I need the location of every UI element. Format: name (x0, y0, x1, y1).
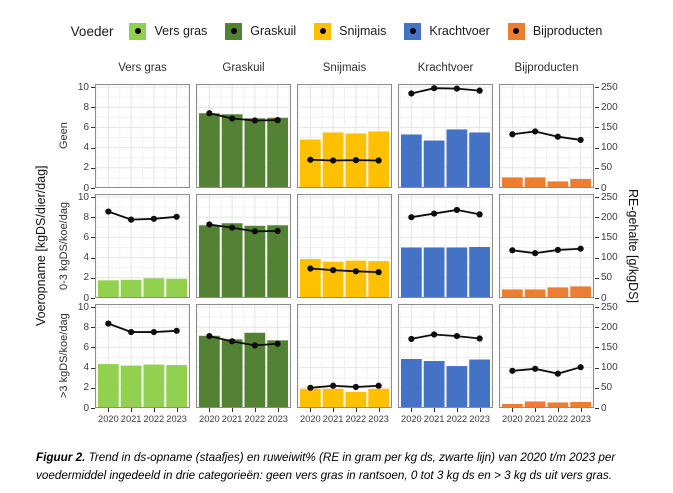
x-tickmark (411, 408, 412, 412)
y-tickmark-left (91, 188, 95, 189)
y-axis-tick-left: 10 (77, 301, 89, 313)
re-point-2023 (578, 364, 584, 370)
facet-panel-0-3-kgds-koe-dag-bijproducten (499, 194, 594, 298)
y-axis-tick-right: 200 (601, 211, 618, 223)
re-point-2021 (532, 128, 538, 134)
y-tickmark-right (595, 127, 599, 128)
bar-krachtvoer-2021 (424, 141, 445, 188)
y-axis-tick-left: 8 (83, 101, 89, 113)
x-tickmark (379, 408, 380, 412)
re-point-2020 (408, 90, 414, 96)
x-tickmark (310, 408, 311, 412)
x-axis-tick: 2022 (547, 414, 569, 424)
bar-krachtvoer-2020 (401, 134, 422, 188)
bar-vers-gras-2020 (98, 364, 119, 408)
y-tickmark-right (595, 188, 599, 189)
facet-panel-0-3-kgds-koe-dag-snijmais (297, 194, 392, 298)
legend-title: Voeder (70, 23, 114, 39)
re-point-2023 (275, 228, 281, 234)
re-point-2021 (431, 85, 437, 91)
bar-krachtvoer-2023 (469, 132, 490, 188)
y-axis-tick-left: 6 (83, 341, 89, 353)
re-point-2022 (151, 216, 157, 222)
re-point-2021 (431, 331, 437, 337)
x-tickmark (209, 408, 210, 412)
y-axis-tick-right: 50 (601, 272, 613, 284)
y-axis-tick-right: 250 (601, 301, 618, 313)
legend-swatch-krachtvoer-icon (404, 23, 421, 40)
facet-row-label-geen: Geen (58, 122, 70, 150)
re-point-2020 (509, 247, 515, 253)
bar-graskuil-2022 (245, 226, 266, 298)
bar-vers-gras-2022 (144, 278, 165, 298)
re-point-2022 (353, 268, 359, 274)
re-point-2020 (206, 110, 212, 116)
bar-krachtvoer-2021 (424, 248, 445, 299)
bar-bijproducten-2023 (570, 286, 591, 298)
re-point-2020 (307, 157, 313, 163)
facet-panel-0-3-kgds-koe-dag-graskuil (196, 194, 291, 298)
y-axis-tick-left: 2 (83, 382, 89, 394)
y-axis-tick-left: 6 (83, 121, 89, 133)
y-axis-tick-right: 200 (601, 321, 618, 333)
x-axis-tick: 2022 (446, 414, 468, 424)
y-axis-tick-left: 0 (83, 402, 89, 414)
y-tickmark-right (595, 327, 599, 328)
y-axis-tick-left: 10 (77, 81, 89, 93)
legend-swatch-snijmais-icon (314, 23, 331, 40)
x-tickmark (108, 408, 109, 412)
legend-label: Bijproducten (532, 24, 603, 38)
bar-krachtvoer-2021 (424, 361, 445, 408)
legend-swatch-graskuil-icon (225, 23, 242, 40)
y-tickmark-right (595, 168, 599, 169)
y-axis-title-left: Voeropname [kgDS/dier/dag] (34, 165, 48, 327)
y-axis-tick-right: 150 (601, 231, 618, 243)
re-point-2021 (229, 225, 235, 231)
y-axis-tick-left: 2 (83, 162, 89, 174)
y-tickmark-right (595, 87, 599, 88)
x-tickmark (333, 408, 334, 412)
legend-item-bijproducten (508, 23, 603, 40)
bar-vers-gras-2022 (144, 365, 165, 408)
bar-snijmais-2020 (300, 389, 321, 408)
re-point-2023 (578, 137, 584, 143)
legend-label: Vers gras (154, 24, 208, 38)
re-point-2023 (275, 341, 281, 347)
re-point-2021 (330, 157, 336, 163)
x-tickmark (535, 408, 536, 412)
re-point-2023 (174, 214, 180, 220)
re-point-2021 (330, 267, 336, 273)
re-point-2023 (376, 269, 382, 275)
bar-graskuil-2020 (199, 113, 220, 188)
bar-graskuil-2022 (245, 118, 266, 188)
bar-snijmais-2020 (300, 140, 321, 188)
facet-row-label-0-3-kgds-koe-dag: 0-3 kgDS/koe/dag (58, 201, 70, 291)
x-tickmark (480, 408, 481, 412)
y-tickmark-right (595, 217, 599, 218)
x-axis-tick: 2022 (143, 414, 165, 424)
y-axis-tick-left: 8 (83, 211, 89, 223)
legend-label: Graskuil (250, 24, 297, 38)
y-axis-tick-left: 4 (83, 362, 89, 374)
y-axis-tick-left: 0 (83, 182, 89, 194)
bar-krachtvoer-2020 (401, 359, 422, 408)
facet-strip-snijmais: Snijmais (322, 62, 367, 74)
facet-panel-0-3-kgds-koe-dag-vers-gras (95, 194, 190, 298)
x-axis-tick: 2023 (267, 414, 288, 424)
legend-swatch-bijproducten-icon (508, 23, 525, 40)
legend-swatch-vers-gras-icon (129, 23, 146, 40)
re-point-2022 (353, 384, 359, 390)
bar-graskuil-2021 (222, 114, 243, 188)
bar-bijproducten-2021 (525, 177, 546, 188)
x-tickmark (356, 408, 357, 412)
re-point-2022 (252, 342, 258, 348)
legend-item-snijmais (314, 23, 386, 40)
x-tickmark (581, 408, 582, 412)
legend-point-icon (231, 28, 237, 34)
y-tickmark-right (595, 298, 599, 299)
bar-graskuil-2023 (267, 225, 288, 298)
y-axis-tick-left: 4 (83, 142, 89, 154)
bar-graskuil-2021 (222, 223, 243, 298)
x-tickmark (434, 408, 435, 412)
bar-vers-gras-2023 (166, 279, 187, 298)
x-axis-tick: 2021 (120, 414, 142, 424)
facet-panel-3-kgds-koe-dag-graskuil (196, 304, 291, 408)
x-axis-tick: 2021 (221, 414, 243, 424)
y-tickmark-right (595, 148, 599, 149)
re-line (310, 160, 378, 161)
re-point-2021 (128, 217, 134, 223)
re-point-2020 (509, 131, 515, 137)
bar-bijproducten-2020 (502, 177, 523, 188)
x-tickmark (457, 408, 458, 412)
x-axis-tick: 2022 (244, 414, 266, 424)
re-point-2021 (128, 329, 134, 335)
facet-panel-geen-snijmais (297, 84, 392, 188)
y-axis-tick-right: 250 (601, 81, 618, 93)
bar-snijmais-2023 (368, 389, 389, 408)
x-axis-tick: 2020 (502, 414, 523, 424)
caption-label: Figuur 2. (36, 451, 86, 464)
bar-krachtvoer-2022 (447, 248, 468, 299)
re-point-2021 (532, 366, 538, 372)
re-point-2023 (477, 335, 483, 341)
bar-vers-gras-2021 (121, 280, 142, 298)
y-axis-tick-left: 0 (83, 292, 89, 304)
re-point-2022 (151, 329, 157, 335)
re-point-2020 (105, 320, 111, 326)
x-axis-tick: 2020 (98, 414, 119, 424)
re-point-2022 (252, 117, 258, 123)
y-tickmark-right (595, 368, 599, 369)
bar-krachtvoer-2020 (401, 248, 422, 299)
re-point-2020 (408, 214, 414, 220)
bar-krachtvoer-2023 (469, 247, 490, 298)
legend-item-graskuil (225, 23, 296, 40)
legend-point-icon (513, 28, 519, 34)
re-point-2022 (555, 134, 561, 140)
legend-point-icon (410, 28, 416, 34)
y-tickmark-right (595, 237, 599, 238)
legend-label: Krachtvoer (429, 24, 490, 38)
re-point-2020 (307, 385, 313, 391)
y-tickmark-right (595, 197, 599, 198)
x-tickmark (278, 408, 279, 412)
y-axis-tick-right: 0 (601, 292, 607, 304)
x-tickmark (512, 408, 513, 412)
bar-graskuil-2020 (199, 336, 220, 408)
y-axis-tick-left: 8 (83, 321, 89, 333)
re-point-2021 (229, 338, 235, 344)
re-point-2020 (307, 265, 313, 271)
y-axis-tick-left: 2 (83, 272, 89, 284)
y-tickmark-left (91, 298, 95, 299)
x-axis-tick: 2020 (300, 414, 321, 424)
x-tickmark (177, 408, 178, 412)
bar-snijmais-2020 (300, 259, 321, 298)
re-point-2023 (578, 246, 584, 252)
re-point-2020 (206, 221, 212, 227)
facet-panel-3-kgds-koe-dag-bijproducten (499, 304, 594, 408)
re-point-2022 (454, 333, 460, 339)
re-point-2023 (174, 328, 180, 334)
re-point-2022 (252, 228, 258, 234)
y-tickmark-right (595, 307, 599, 308)
y-axis-title-right: RE-gehalte [g/kgDS] (626, 189, 640, 303)
bar-krachtvoer-2022 (447, 366, 468, 408)
bar-bijproducten-2020 (502, 289, 523, 298)
y-tickmark-right (595, 408, 599, 409)
facet-panel-3-kgds-koe-dag-vers-gras (95, 304, 190, 408)
caption-text: Trend in ds-opname (staafjes) en ruweiwit% (RE in gram per kg ds, zwarte lijn) van 2020 t/m 2023 per voedermiddel ingedeeld in drie categorieën: geen vers gras in rantsoen, 0 tot 3 kg ds en > 3 kg ds uit vers gras. (36, 451, 616, 483)
bar-bijproducten-2023 (570, 179, 591, 188)
facet-strip-graskuil: Graskuil (222, 62, 265, 74)
chart-legend (0, 16, 673, 46)
legend-point-icon (320, 28, 326, 34)
bar-graskuil-2020 (199, 225, 220, 298)
facet-strip-bijproducten: Bijproducten (514, 62, 579, 74)
re-point-2023 (376, 157, 382, 163)
bar-vers-gras-2023 (166, 365, 187, 408)
figure-caption (36, 449, 648, 485)
re-point-2023 (477, 211, 483, 217)
facet-panel-geen-vers-gras (95, 84, 190, 188)
facet-panel-3-kgds-koe-dag-snijmais (297, 304, 392, 408)
legend-point-icon (135, 28, 141, 34)
re-point-2021 (532, 250, 538, 256)
bar-bijproducten-2022 (548, 287, 569, 298)
legend-label: Snijmais (339, 24, 387, 38)
x-axis-tick: 2023 (368, 414, 389, 424)
re-point-2023 (477, 88, 483, 94)
x-tickmark (255, 408, 256, 412)
y-axis-tick-right: 0 (601, 402, 607, 414)
bar-krachtvoer-2023 (469, 360, 490, 408)
re-point-2022 (454, 86, 460, 92)
bar-krachtvoer-2022 (447, 129, 468, 188)
bar-graskuil-2021 (222, 339, 243, 408)
re-point-2022 (555, 247, 561, 253)
x-axis-tick: 2022 (345, 414, 367, 424)
re-point-2023 (275, 117, 281, 123)
y-tickmark-right (595, 107, 599, 108)
y-axis-tick-right: 100 (601, 142, 618, 154)
legend-item-vers-gras (129, 23, 207, 40)
x-axis-tick: 2021 (423, 414, 445, 424)
y-axis-tick-right: 150 (601, 121, 618, 133)
y-axis-tick-left: 4 (83, 252, 89, 264)
x-axis-tick: 2023 (166, 414, 187, 424)
y-axis-tick-right: 100 (601, 252, 618, 264)
y-tickmark-right (595, 388, 599, 389)
x-axis-tick: 2023 (570, 414, 591, 424)
facet-row-label-3-kgds-koe-dag: >3 kgDS/koe/dag (58, 313, 70, 399)
x-axis-tick: 2023 (469, 414, 490, 424)
y-axis-tick-left: 10 (77, 191, 89, 203)
bar-snijmais-2023 (368, 261, 389, 298)
y-axis-tick-right: 250 (601, 191, 618, 203)
re-point-2021 (229, 115, 235, 121)
re-point-2023 (376, 383, 382, 389)
facet-panel-3-kgds-koe-dag-krachtvoer (398, 304, 493, 408)
x-axis-tick: 2020 (401, 414, 422, 424)
y-axis-tick-right: 100 (601, 362, 618, 374)
bar-vers-gras-2020 (98, 280, 119, 298)
y-axis-tick-right: 0 (601, 182, 607, 194)
facet-strip-krachtvoer: Krachtvoer (417, 62, 474, 74)
bar-bijproducten-2021 (525, 289, 546, 298)
x-tickmark (131, 408, 132, 412)
facet-panel-0-3-kgds-koe-dag-krachtvoer (398, 194, 493, 298)
y-axis-tick-right: 200 (601, 101, 618, 113)
y-tickmark-right (595, 347, 599, 348)
bar-vers-gras-2021 (121, 366, 142, 408)
legend-items (129, 23, 602, 40)
y-axis-tick-left: 6 (83, 231, 89, 243)
bar-snijmais-2022 (346, 392, 367, 408)
facet-panel-geen-bijproducten (499, 84, 594, 188)
x-axis-tick: 2020 (199, 414, 220, 424)
facet-panel-geen-graskuil (196, 84, 291, 188)
bar-snijmais-2021 (323, 389, 344, 408)
re-point-2022 (454, 207, 460, 213)
y-axis-tick-right: 150 (601, 341, 618, 353)
re-point-2021 (431, 210, 437, 216)
x-tickmark (232, 408, 233, 412)
bar-graskuil-2023 (267, 118, 288, 188)
legend-item-krachtvoer (404, 23, 489, 40)
x-tickmark (154, 408, 155, 412)
facet-panel-geen-krachtvoer (398, 84, 493, 188)
y-tickmark-left (91, 408, 95, 409)
re-point-2022 (353, 157, 359, 163)
re-point-2021 (330, 383, 336, 389)
re-point-2022 (555, 371, 561, 377)
x-axis-tick: 2021 (524, 414, 546, 424)
re-point-2020 (509, 368, 515, 374)
y-tickmark-right (595, 258, 599, 259)
facet-strip-vers-gras: Vers gras (118, 62, 167, 74)
re-point-2020 (206, 333, 212, 339)
re-point-2020 (105, 208, 111, 214)
bar-snijmais-2022 (346, 261, 367, 298)
x-axis-tick: 2021 (322, 414, 344, 424)
bar-graskuil-2023 (267, 340, 288, 408)
y-tickmark-right (595, 278, 599, 279)
x-tickmark (558, 408, 559, 412)
re-point-2020 (408, 336, 414, 342)
y-axis-tick-right: 50 (601, 162, 613, 174)
y-axis-tick-right: 50 (601, 382, 613, 394)
